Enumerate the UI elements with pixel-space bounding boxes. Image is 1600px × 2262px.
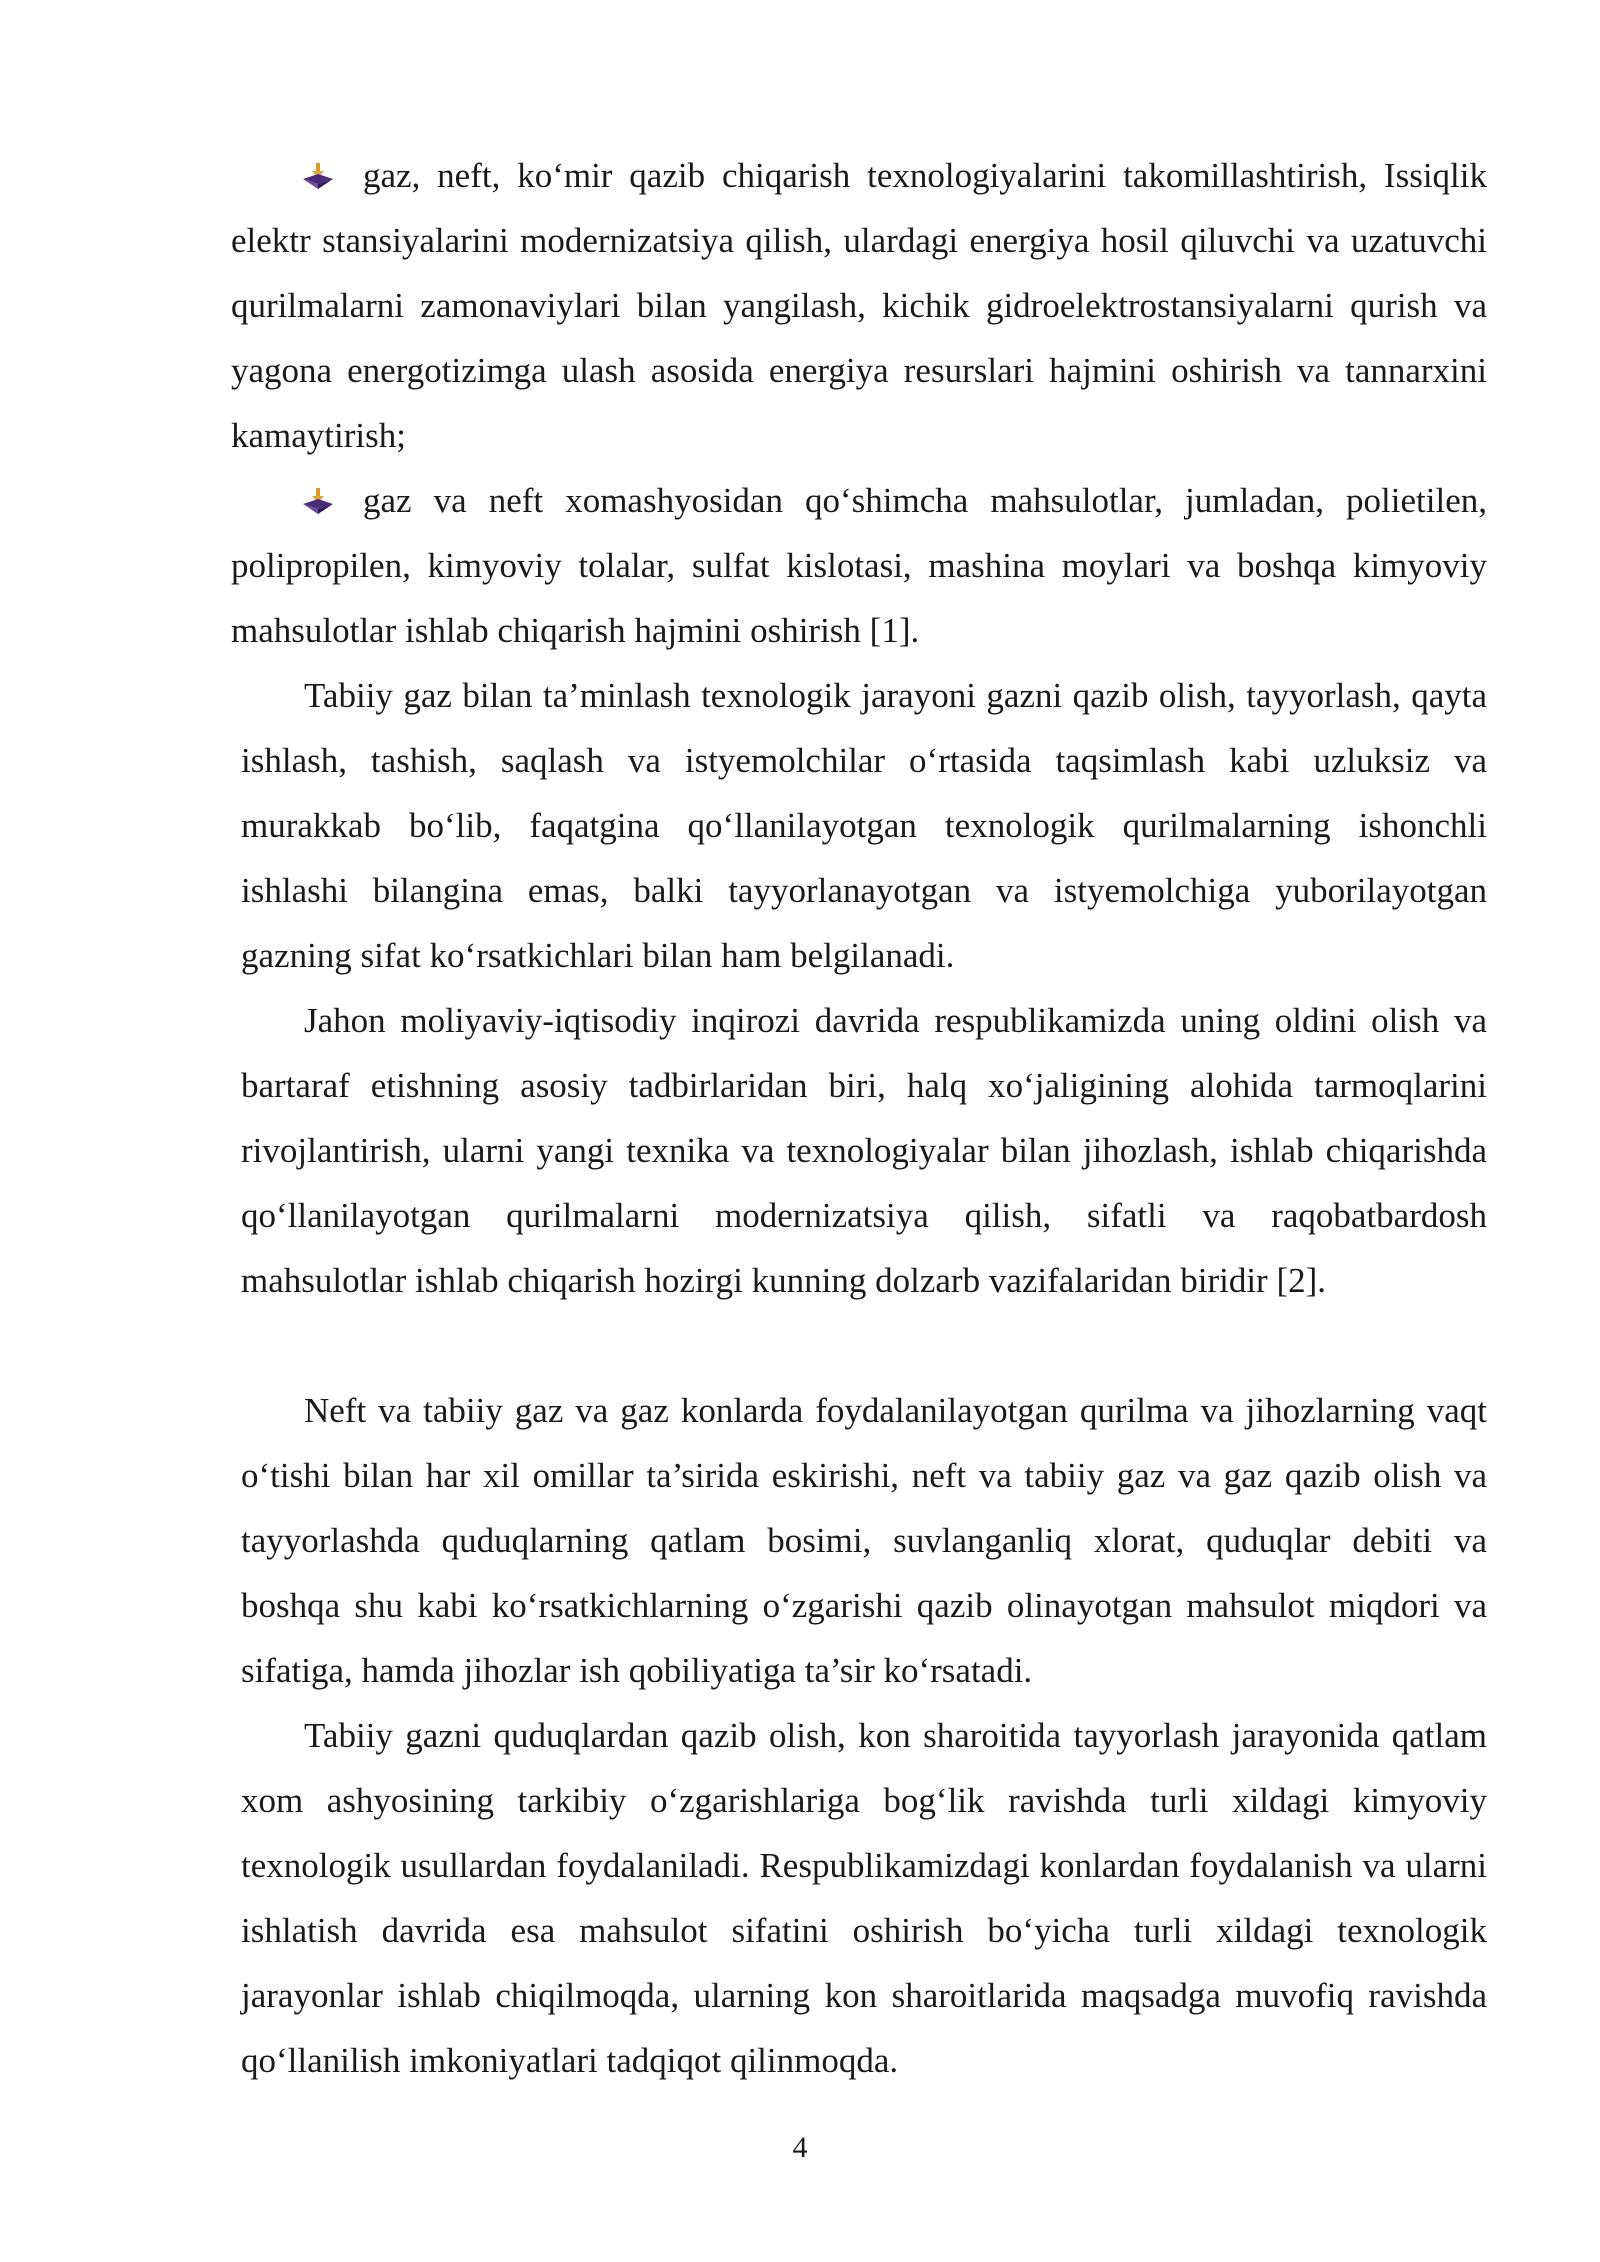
paragraph-2: Jahon moliyaviy-iqtisodiy inqirozi davrida respublikamizda uning oldini olish va bartaraf etishning asosiy tadbirlaridan biri, halq xo‘jaligining alohida tarmoqlarini rivojlantirish, ularni yangi texnika va texnologiyalar bilan jihozlash, ishlab chiqarishda qo‘llanilayotgan qurilmalarni modernizatsiya qilish, sifatli va raqobatbardosh mahsulotlar ishlab chiqarish hozirgi kunning dolzarb vazifalaridan biridir [2].: [241, 1001, 1487, 1300]
page-number: 4: [792, 2131, 808, 2164]
paragraph-3: Neft va tabiiy gaz va gaz konlarda foydalanilayotgan qurilma va jihozlarning vaqt o‘tishi bilan har xil omillar ta’sirida eskirishi, neft va tabiiy gaz va gaz qazib olish va tayyorlashda quduqlarning qatlam bosimi, suvlanganliq xlorat, quduqlar debiti va boshqa shu kabi ko‘rsatkichlarning o‘zgarishi qazib olinayotgan mahsulot miqdori va sifatiga, hamda jihozlar ish qobiliyatiga ta’sir ko‘rsatadi.: [241, 1391, 1487, 1690]
diamond-arrow-bullet-icon: [303, 163, 333, 189]
bullet-item-2: [231, 468, 1487, 663]
diamond-arrow-bullet-icon: [303, 488, 333, 514]
bullet-item-1: [231, 143, 1487, 468]
bullet-text-1: gaz, neft, ko‘mir qazib chiqarish texnologiyalarini takomillashtirish, Issiqlik elektr stansiyalarini modernizatsiya qilish, ulardagi energiya hosil qiluvchi va uzatuvchi qurilmalarni zamonaviylari bilan yangilash, kichik gidroelektrostansiyalarni qurish va yagona energotizimga ulash asosida energiya resurslari hajmini oshirish va tannarxini kamaytirish;: [231, 156, 1487, 455]
bullet-text-2: gaz va neft xomashyosidan qo‘shimcha mahsulotlar, jumladan, polietilen, polipropilen, kimyoviy tolalar, sulfat kislotasi, mashina moylari va boshqa kimyoviy mahsulotlar ishlab chiqarish hajmini oshirish [1].: [231, 481, 1487, 650]
paragraph-4: Tabiiy gazni quduqlardan qazib olish, kon sharoitida tayyorlash jarayonida qatlam xom ashyosining tarkibiy o‘zgarishlariga bog‘lik ravishda turli xildagi kimyoviy texnologik usullardan foydalaniladi. Respublikamizdagi konlardan foydalanish va ularni ishlatish davrida esa mahsulot sifatini oshirish bo‘yicha turli xildagi texnologik jarayonlar ishlab chiqilmoqda, ularning kon sharoitlarida maqsadga muvofiq ravishda qo‘llanilish imkoniyatlari tadqiqot qilinmoqda.: [241, 1716, 1487, 2080]
paragraph-1: Tabiiy gaz bilan ta’minlash texnologik jarayoni gazni qazib olish, tayyorlash, qayta ishlash, tashish, saqlash va istyemolchilar o‘rtasida taqsimlash kabi uzluksiz va murakkab bo‘lib, faqatgina qo‘llanilayotgan texnologik qurilmalarning ishonchli ishlashi bilangina emas, balki tayyorlanayotgan va istyemolchiga yuborilayotgan gazning sifat ko‘rsatkichlari bilan ham belgilanadi.: [241, 676, 1487, 975]
